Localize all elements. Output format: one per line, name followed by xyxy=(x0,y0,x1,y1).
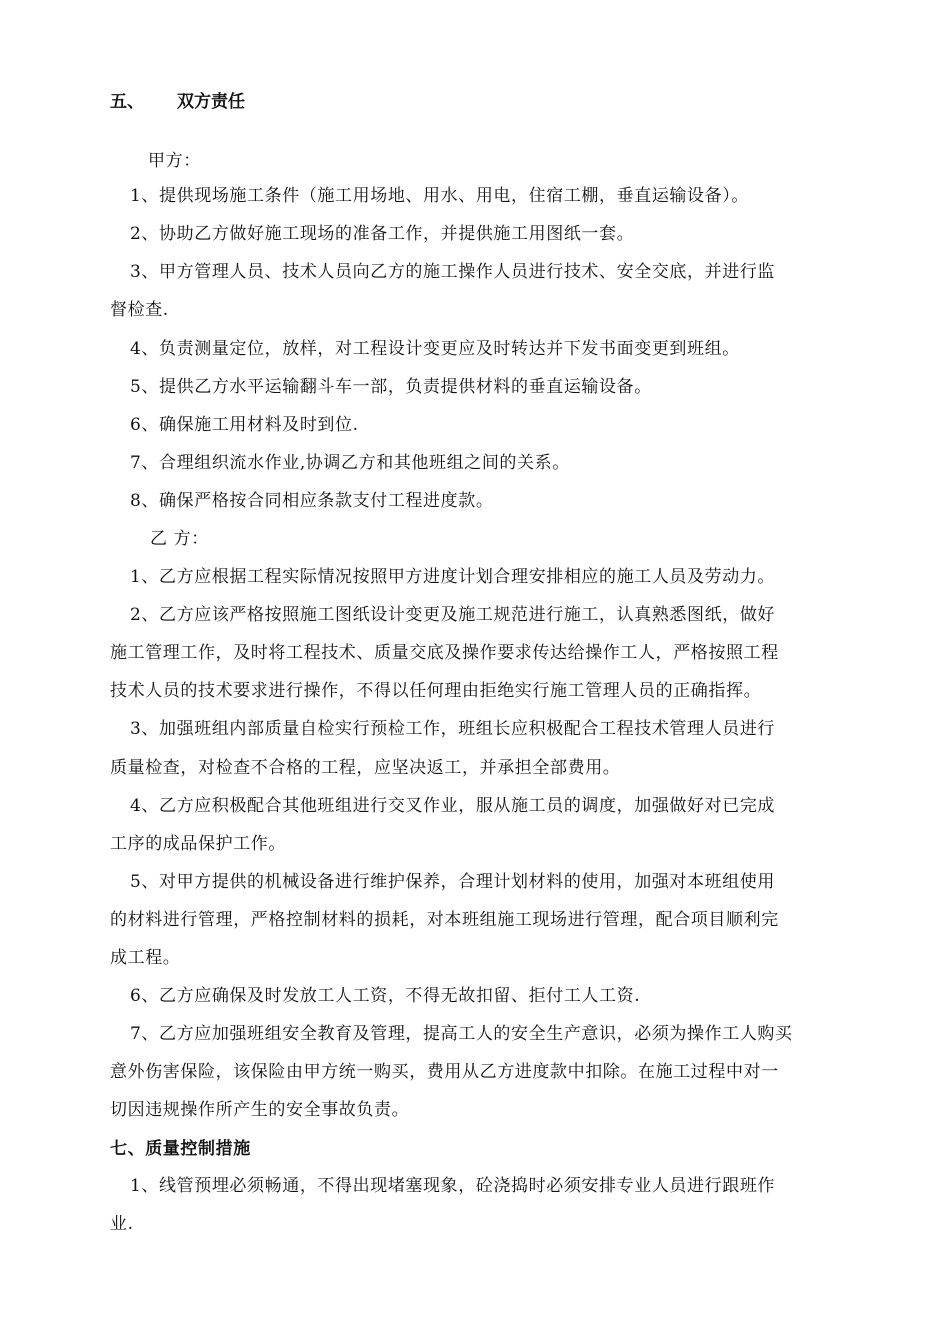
party-b-item-3-cont: 质量检查，对检查不合格的工程，应坚决返工，并承担全部费用。 xyxy=(110,758,621,778)
party-b-item-5-cont-2: 成工程。 xyxy=(110,948,181,968)
party-a-item-1: 1、提供现场施工条件（施工用场地、用水、用电，住宿工棚，垂直运输设备）。 xyxy=(130,186,749,206)
party-a-label: 甲方： xyxy=(148,151,201,171)
party-b-item-2-cont-1: 施工管理工作，及时将工程技术、质量交底及操作要求传达给操作工人，严格按照工程 xyxy=(110,643,779,663)
party-a-item-7: 7、合理组织流水作业,协调乙方和其他班组之间的关系。 xyxy=(130,453,570,473)
party-b-item-1: 1、乙方应根据工程实际情况按照甲方进度计划合理安排相应的施工人员及劳动力。 xyxy=(130,567,776,587)
party-b-item-7: 7、乙方应加强班组安全教育及管理，提高工人的安全生产意识，必须为操作工人购买 xyxy=(130,1024,793,1044)
party-b-item-7-cont-1: 意外伤害保险，该保险由甲方统一购买，费用从乙方进度款中扣除。在施工过程中对一 xyxy=(110,1062,779,1082)
party-b-item-3: 3、加强班组内部质量自检实行预检工作，班组长应积极配合工程技术管理人员进行 xyxy=(130,719,776,739)
party-a-item-3-cont: 督检查. xyxy=(110,300,169,320)
section-5-title: 双方责任 xyxy=(177,92,245,112)
party-b-item-5: 5、对甲方提供的机械设备进行维护保养，合理计划材料的使用，加强对本班组使用 xyxy=(130,872,776,892)
party-a-item-2: 2、协助乙方做好施工现场的准备工作，并提供施工用图纸一套。 xyxy=(130,224,635,244)
section-7-item-1: 1、线管预埋必须畅通，不得出现堵塞现象，砼浇捣时必须安排专业人员进行跟班作 xyxy=(130,1176,776,1196)
section-5-number: 五、 xyxy=(110,92,144,112)
party-b-item-7-cont-2: 切因违规操作所产生的安全事故负责。 xyxy=(110,1100,410,1120)
section-7-title: 七、质量控制措施 xyxy=(110,1139,251,1159)
party-b-label: 乙 方： xyxy=(150,529,209,549)
party-b-item-4: 4、乙方应积极配合其他班组进行交叉作业，服从施工员的调度，加强做好对已完成 xyxy=(130,796,776,816)
party-b-item-5-cont-1: 的材料进行管理，严格控制材料的损耗，对本班组施工现场进行管理，配合项目顺利完 xyxy=(110,910,779,930)
party-a-item-4: 4、负责测量定位，放样，对工程设计变更应及时转达并下发书面变更到班组。 xyxy=(130,339,740,359)
party-a-item-5: 5、提供乙方水平运输翻斗车一部，负责提供材料的垂直运输设备。 xyxy=(130,377,652,397)
section-7-item-1-cont: 业. xyxy=(110,1214,134,1234)
party-b-item-4-cont: 工序的成品保护工作。 xyxy=(110,834,286,854)
party-b-item-2: 2、乙方应该严格按照施工图纸设计变更及施工规范进行施工，认真熟悉图纸，做好 xyxy=(130,605,776,625)
party-a-item-8: 8、确保严格按合同相应条款支付工程进度款。 xyxy=(130,491,494,511)
party-b-item-6: 6、乙方应确保及时发放工人工资，不得无故扣留、拒付工人工资. xyxy=(130,986,641,1006)
party-a-item-3: 3、甲方管理人员、技术人员向乙方的施工操作人员进行技术、安全交底，并进行监 xyxy=(130,262,776,282)
party-a-item-6: 6、确保施工用材料及时到位. xyxy=(130,415,359,435)
party-b-item-2-cont-2: 技术人员的技术要求进行操作，不得以任何理由拒绝实行施工管理人员的正确指挥。 xyxy=(110,681,762,701)
